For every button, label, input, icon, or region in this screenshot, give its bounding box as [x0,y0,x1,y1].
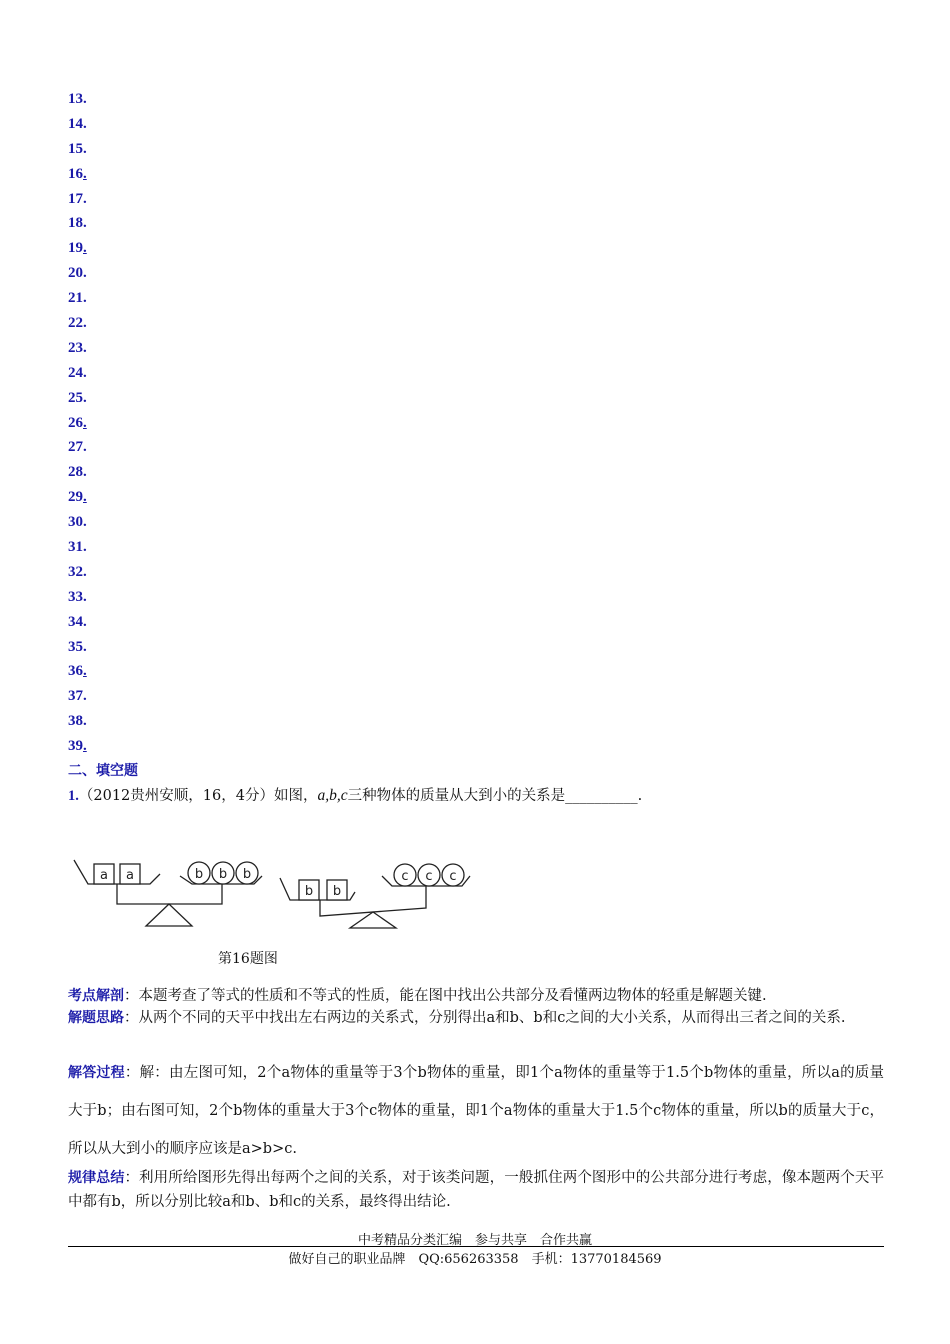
kaodian-label: 考点解剖 [68,988,124,1004]
question-number: 14. [68,115,87,132]
question-number: 38. [68,713,87,730]
question-number: 36. [68,663,87,680]
footer-contact: 做好自己的职业品牌 QQ:656263358 手机：13770184569 [288,1252,662,1267]
zongjie-text: ：利用所给图形先得出每两个之间的关系，对于该类问题，一般抓住两个图形中的公共部分进行考虑，像本题两个天平中都有b，所以分别比较a和b、b和c的关系，最终得出结论. [68,1170,884,1210]
question-number-list [68,87,87,759]
weight-label-b: b [332,884,342,899]
question-number: 33. [68,588,87,605]
weight-label-b: b [242,867,252,882]
weight-label-c: c [425,869,433,884]
weight-label-b: b [218,867,228,882]
question-number: 26. [68,414,87,431]
kaodian-text: ：本题考查了等式的性质和不等式的性质，能在图中找出公共部分及看懂两边物体的轻重是解题关键. [124,988,767,1004]
guocheng-paragraph [68,1054,884,1168]
question-number: 31. [68,539,87,556]
weight-label-c: c [449,869,457,884]
question-number: 32. [68,563,87,580]
balance-figure [68,846,488,936]
right-balance-left-pan-items [299,880,347,900]
weight-label-a: a [126,868,134,883]
question-number: 29. [68,489,87,506]
right-balance [280,864,470,928]
weight-label-c: c [401,869,409,884]
section-title: 二、填空题 [68,763,138,779]
question-number: 23. [68,339,87,356]
question-1-text-before: （2012贵州安顺，16，4分）如图， [78,788,318,804]
question-number: 35. [68,638,87,655]
silu-text: ：从两个不同的天平中找出左右两边的关系式，分别得出a和b、b和c之间的大小关系，从而得出三者之间的关系. [124,1010,846,1026]
question-number: 17. [68,190,87,207]
question-number: 22. [68,315,87,332]
question-number: 20. [68,265,87,282]
question-number: 28. [68,464,87,481]
question-number: 37. [68,688,87,705]
zongjie-paragraph [68,1166,884,1214]
question-number: 34. [68,613,87,630]
left-balance [74,860,262,926]
question-number: 16. [68,165,87,182]
right-pan-items [188,862,258,884]
question-1-number: 1. [68,788,79,804]
question-number: 24. [68,364,87,381]
footer-divider [68,1246,884,1247]
question-number: 13. [68,91,87,107]
question-number: 27. [68,439,87,456]
zongjie-label: 规律总结 [68,1170,125,1186]
question-1-vars: a,b,c [317,787,348,804]
footer-slogan: 中考精品分类汇编 参与共享 合作共赢 [357,1233,592,1248]
figure-caption: 第16题图 [218,951,278,967]
question-1-text-after: 三种物体的质量从大到小的关系是__________. [347,788,643,804]
kaodian-paragraph [68,984,884,1008]
question-1 [68,784,888,808]
weight-label-a: a [100,868,108,883]
weight-label-b: b [194,867,204,882]
question-number: 19. [68,240,87,257]
left-pan-items [94,864,140,884]
guocheng-text: ：解：由左图可知，2个a物体的重量等于3个b物体的重量，即1个a物体的重量等于1.5个b物体的重量，所以a的质量大于b；由右图可知，2个b物体的重量大于3个c物体的重量，即1个a物体的重量大于1.5个c物体的重量，所以b的质量大于c，所以从大到小的顺序应该是a>b>c. [68,1065,885,1157]
question-number: 18. [68,215,87,232]
right-balance-right-pan-items [394,864,464,886]
weight-label-b: b [304,884,314,899]
question-number: 30. [68,514,87,531]
question-number: 25. [68,389,87,406]
question-number: 39. [68,738,87,755]
question-number: 21. [68,290,87,307]
question-number: 15. [68,140,87,157]
silu-label: 解题思路 [68,1010,124,1026]
guocheng-label: 解答过程 [68,1065,125,1081]
silu-paragraph [68,1006,884,1030]
